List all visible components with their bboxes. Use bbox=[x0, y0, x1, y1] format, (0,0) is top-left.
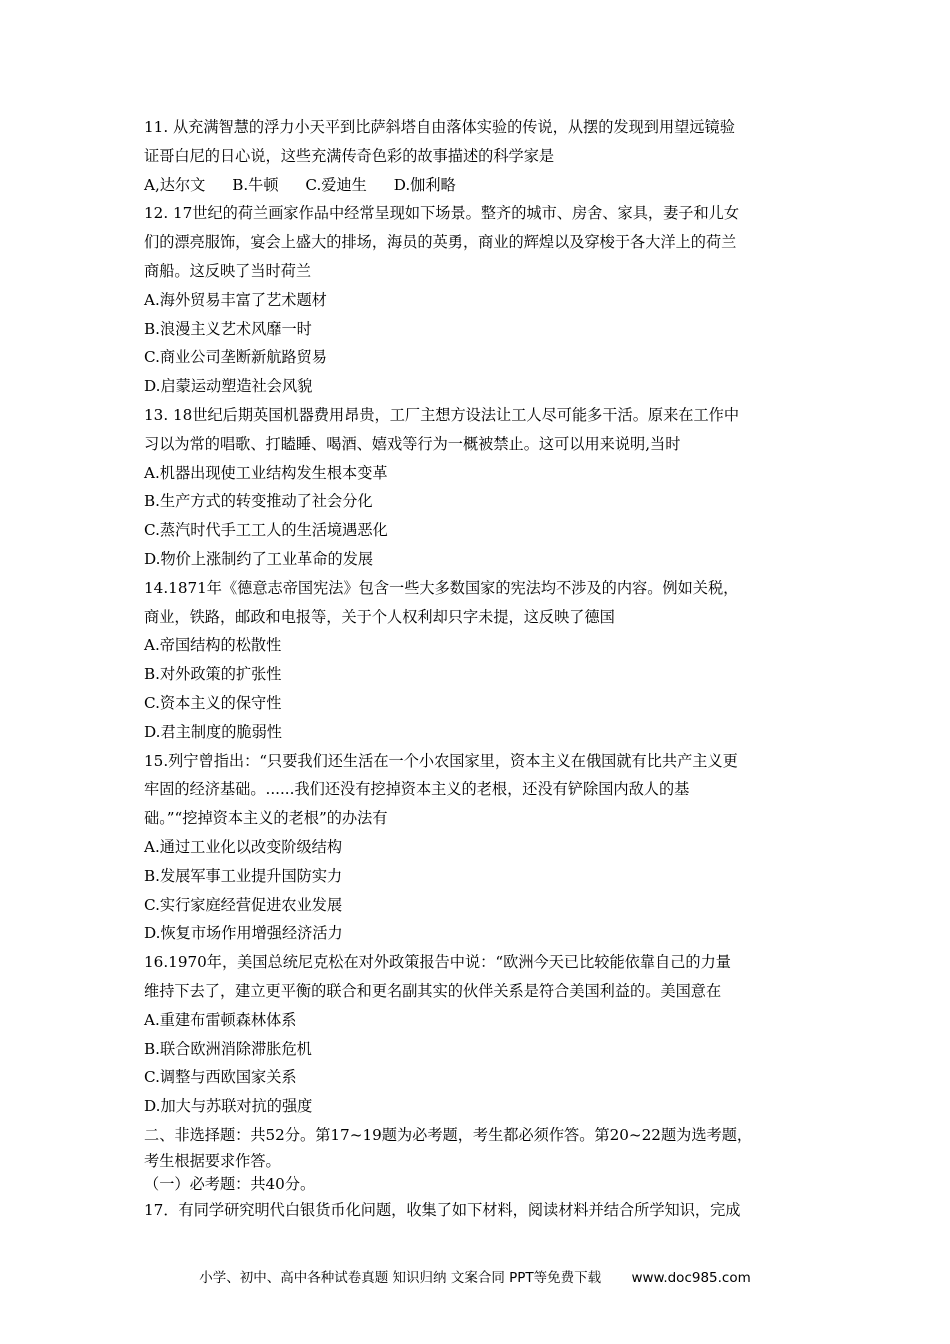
section2-heading-line-1: 二、非选择题：共52分。第17~19题为必考题，考生都必须作答。第20~22题为选考题， bbox=[144, 1125, 753, 1144]
page-footer bbox=[0, 1266, 950, 1286]
q15-option-d: D.恢复市场作用增强经济活力 bbox=[144, 924, 343, 943]
q12-option-d: D.启蒙运动塑造社会风貌 bbox=[144, 377, 313, 396]
exam-page bbox=[144, 113, 809, 1224]
q13-option-a: A.机器出现使工业结构发生根本变革 bbox=[144, 463, 388, 482]
q12-stem-line-2: 们的漂亮服饰，宴会上盛大的排场，海员的英勇，商业的辉煌以及穿梭于各大洋上的荷兰 bbox=[144, 233, 737, 252]
q11-stem-line-2: 证哥白尼的日心说，这些充满传奇色彩的故事描述的科学家是 bbox=[144, 146, 555, 165]
footer-tags: 小学、初中、高中各种试卷真题 知识归纳 文案合同 PPT等免费下载 bbox=[199, 1270, 602, 1286]
q14-stem-line-1: 14.1871年《德意志帝国宪法》包含一些大多数国家的宪法均不涉及的内容。例如关税， bbox=[144, 578, 739, 597]
q12-option-b: B.浪漫主义艺术风靡一时 bbox=[144, 319, 312, 338]
q17-stem-line-1: 17．有同学研究明代白银货币化问题，收集了如下材料，阅读材料并结合所学知识，完成 bbox=[144, 1200, 741, 1219]
q15-stem-line-3: 础。”“挖掉资本主义的老根”的办法有 bbox=[144, 809, 388, 828]
q12-option-a: A.海外贸易丰富了艺术题材 bbox=[144, 290, 327, 309]
q12-stem-line-3: 商船。这反映了当时荷兰 bbox=[144, 261, 312, 280]
q16-option-d: D.加大与苏联对抗的强度 bbox=[144, 1097, 313, 1116]
q13-stem-line-2: 习以为常的唱歌、打瞌睡、喝酒、嬉戏等行为一概被禁止。这可以用来说明,当时 bbox=[144, 434, 681, 453]
section2-heading-line-2: 考生根据要求作答。 bbox=[144, 1151, 281, 1170]
q11-option-b: B.牛顿 bbox=[232, 175, 279, 194]
q11-option-a: A,达尔文 bbox=[144, 175, 206, 194]
q14-option-b: B.对外政策的扩张性 bbox=[144, 665, 282, 684]
q15-option-c: C.实行家庭经营促进农业发展 bbox=[144, 895, 343, 914]
q11-option-d: D.伽利略 bbox=[393, 175, 456, 194]
q16-option-c: C.调整与西欧国家关系 bbox=[144, 1068, 297, 1087]
q13-stem-line-1: 13. 18世纪后期英国机器费用昂贵，工厂主想方设法让工人尽可能多干活。原来在工作中 bbox=[144, 405, 740, 424]
q14-option-a: A.帝国结构的松散性 bbox=[144, 636, 282, 655]
q13-option-d: D.物价上涨制约了工业革命的发展 bbox=[144, 549, 374, 568]
q15-stem-line-1: 15.列宁曾指出：“只要我们还生活在一个小农国家里，资本主义在俄国就有比共产主义更 bbox=[144, 751, 738, 770]
q13-option-c: C.蒸汽时代手工工人的生活境遇恶化 bbox=[144, 521, 388, 540]
q11-option-c: C.爱迪生 bbox=[305, 175, 367, 194]
q12-option-c: C.商业公司垄断新航路贸易 bbox=[144, 348, 327, 367]
q13-option-b: B.生产方式的转变推动了社会分化 bbox=[144, 492, 373, 511]
q16-option-a: A.重建布雷顿森林体系 bbox=[144, 1010, 297, 1029]
q11-stem-line-1: 11. 从充满智慧的浮力小天平到比萨斜塔自由落体实验的传说，从摆的发现到用望远镜验 bbox=[144, 118, 735, 136]
q14-stem-line-2: 商业，铁路，邮政和电报等，关于个人权利却只字未提，这反映了德国 bbox=[144, 607, 615, 626]
q15-stem-line-2: 牢固的经济基础。......我们还没有挖掉资本主义的老根，还没有铲除国内敌人的基 bbox=[144, 780, 690, 799]
q15-option-a: A.通过工业化以改变阶级结构 bbox=[144, 837, 343, 856]
q16-option-b: B.联合欧洲消除滞胀危机 bbox=[144, 1039, 312, 1058]
q16-stem-line-2: 维持下去了，建立更平衡的联合和更名副其实的伙伴关系是符合美国利益的。美国意在 bbox=[144, 981, 722, 1000]
footer-site-link[interactable]: www.doc985.com bbox=[631, 1270, 751, 1286]
section2-subheading: （一）必考题：共40分。 bbox=[144, 1174, 316, 1193]
q15-option-b: B.发展军事工业提升国防实力 bbox=[144, 866, 343, 885]
q12-stem-line-1: 12. 17世纪的荷兰画家作品中经常呈现如下场景。整齐的城市、房舍、家具，妻子和儿女 bbox=[144, 204, 740, 223]
q16-stem-line-1: 16.1970年，美国总统尼克松在对外政策报告中说：“欧洲今天已比较能依靠自己的力量 bbox=[144, 953, 731, 972]
q14-option-c: C.资本主义的保守性 bbox=[144, 693, 282, 712]
q14-option-d: D.君主制度的脆弱性 bbox=[144, 722, 282, 741]
q11-options bbox=[144, 171, 809, 200]
